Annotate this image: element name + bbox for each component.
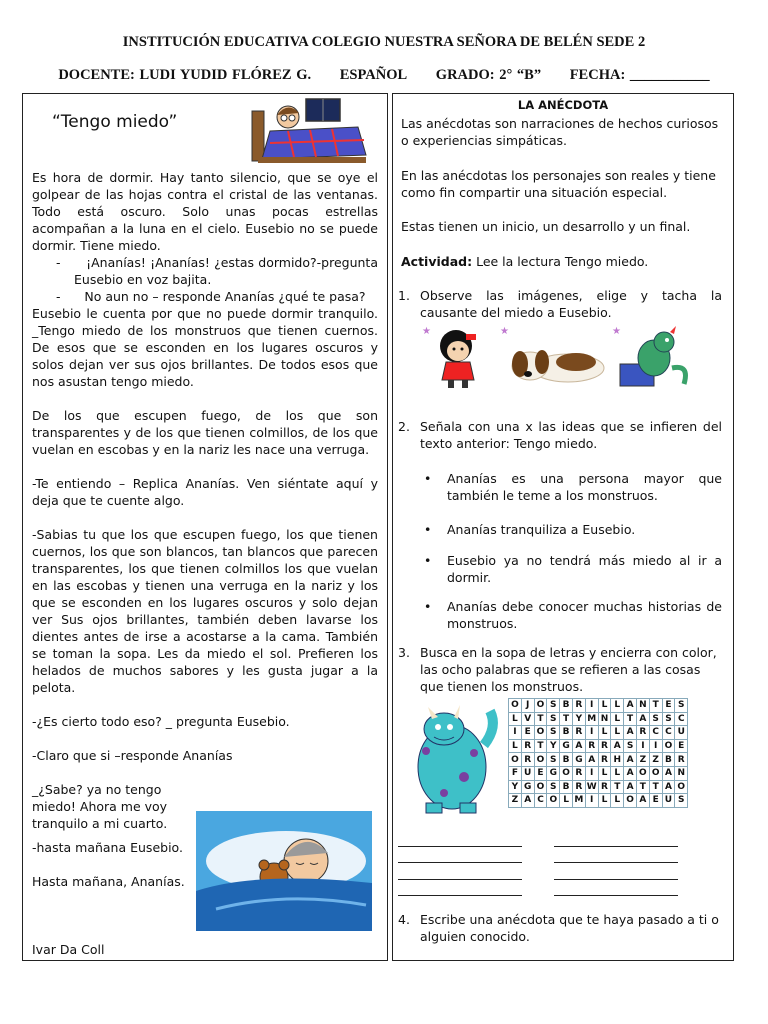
word-search-cell[interactable]: R: [636, 726, 649, 740]
word-search-cell[interactable]: S: [547, 780, 560, 794]
inference-option: [424, 598, 722, 632]
word-search-cell[interactable]: H: [611, 753, 624, 767]
answer-line[interactable]: [554, 846, 678, 847]
question-text: Escribe una anécdota que te haya pasado a ti o alguien conocido.: [420, 912, 719, 944]
word-search-cell[interactable]: E: [649, 794, 662, 808]
word-search-cell[interactable]: S: [547, 699, 560, 713]
word-search-cell[interactable]: O: [509, 699, 522, 713]
bullet: •: [424, 522, 432, 537]
story-body: [32, 169, 378, 849]
monster-illustration: [404, 697, 504, 817]
word-search-cell[interactable]: U: [521, 766, 534, 780]
inference-option: [424, 521, 722, 538]
word-search-cell[interactable]: S: [662, 712, 675, 726]
word-search-cell[interactable]: I: [636, 739, 649, 753]
word-search-cell[interactable]: E: [521, 726, 534, 740]
word-search-cell[interactable]: B: [560, 780, 573, 794]
word-search-cell[interactable]: M: [574, 795, 584, 806]
word-search-cell[interactable]: O: [534, 753, 547, 767]
anecdote-definition: Las anécdotas son narraciones de hechos curiosos o experiencias simpáticas.: [401, 116, 719, 148]
story-paragraph: -¿Es cierto todo eso? _ pregunta Eusebio.: [32, 714, 290, 729]
word-search-cell[interactable]: Y: [547, 739, 560, 753]
word-search-cell[interactable]: O: [534, 726, 547, 740]
word-search-cell[interactable]: R: [521, 753, 534, 767]
word-search-cell[interactable]: C: [649, 726, 662, 740]
word-search-cell[interactable]: A: [624, 766, 637, 780]
word-search-cell[interactable]: G: [572, 753, 585, 767]
word-search-cell[interactable]: E: [662, 699, 675, 713]
word-search-cell[interactable]: L: [598, 766, 611, 780]
word-search-row: [509, 739, 688, 753]
word-search-cell[interactable]: G: [560, 739, 573, 753]
word-search-cell[interactable]: O: [534, 699, 547, 713]
dialogue-text: No aun no – responde Ananías ¿qué te pasa?: [84, 289, 366, 304]
subject: ESPAÑOL: [339, 67, 408, 83]
question-number: 1.: [398, 288, 410, 303]
word-search-cell[interactable]: I: [585, 699, 598, 713]
word-search-cell[interactable]: J: [521, 699, 534, 713]
word-search-cell[interactable]: R: [598, 753, 611, 767]
grade: GRADO: 2° “B”: [435, 67, 542, 83]
word-search-cell[interactable]: R: [572, 780, 585, 794]
word-search-cell[interactable]: L: [611, 726, 624, 740]
inference-option: [424, 470, 722, 504]
answer-line[interactable]: [398, 879, 522, 880]
word-search-cell[interactable]: F: [509, 766, 522, 780]
answer-line[interactable]: [398, 846, 522, 847]
word-search-cell[interactable]: L: [611, 766, 624, 780]
word-search-cell[interactable]: L: [598, 699, 611, 713]
word-search-cell[interactable]: E: [675, 739, 688, 753]
word-search-cell[interactable]: R: [675, 753, 688, 767]
word-search-cell[interactable]: S: [547, 726, 560, 740]
word-search-cell[interactable]: A: [662, 780, 675, 794]
info-header: [0, 67, 768, 84]
word-search-cell[interactable]: R: [598, 739, 611, 753]
answer-line[interactable]: [398, 862, 522, 863]
word-search-cell[interactable]: B: [560, 699, 573, 713]
question-3: [400, 644, 722, 695]
story-line: Hasta mañana, Ananías.: [32, 874, 185, 889]
anecdote-heading: LA ANÉCDOTA: [517, 98, 609, 112]
word-search-cell[interactable]: W: [586, 781, 597, 792]
story-paragraph: -Te entiendo – Replica Ananías. Ven siéntate aquí y deja que te cuente algo.: [32, 476, 378, 508]
question-text: Busca en la sopa de letras y encierra con color, las ocho palabras que se refieren a las cosas que tienen los monstruos.: [420, 645, 717, 694]
word-search-cell[interactable]: S: [547, 712, 560, 726]
word-search-cell[interactable]: C: [534, 794, 547, 808]
word-search-cell[interactable]: B: [662, 753, 675, 767]
word-search-cell[interactable]: U: [662, 794, 675, 808]
word-search-cell[interactable]: O: [624, 794, 637, 808]
word-search-cell[interactable]: A: [624, 726, 637, 740]
word-search-cell[interactable]: S: [649, 712, 662, 726]
word-search-cell[interactable]: C: [675, 712, 688, 726]
word-search-cell[interactable]: N: [636, 699, 649, 713]
bullet: •: [424, 471, 432, 486]
word-search-cell[interactable]: N: [675, 766, 688, 780]
word-search-cell[interactable]: S: [547, 753, 560, 767]
word-search-grid: [508, 698, 688, 808]
option-text: Ananías tranquiliza a Eusebio.: [447, 522, 636, 537]
word-search-cell[interactable]: S: [624, 739, 637, 753]
word-search-cell[interactable]: A: [624, 753, 637, 767]
word-search-cell[interactable]: A: [624, 780, 637, 794]
word-search-cell[interactable]: M: [587, 713, 597, 724]
question-text: Observe las imágenes, elige y tacha la causante del miedo a Eusebio.: [420, 288, 722, 320]
word-search-cell[interactable]: O: [547, 794, 560, 808]
story-line: -hasta mañana Eusebio.: [32, 840, 183, 855]
story-title: “Tengo miedo”: [52, 112, 178, 132]
word-search-cell[interactable]: O: [560, 766, 573, 780]
word-search-cell[interactable]: O: [636, 766, 649, 780]
word-search-row: [509, 766, 688, 780]
inference-option: [424, 552, 722, 586]
word-search-cell[interactable]: A: [624, 699, 637, 713]
institution-header: INSTITUCIÓN EDUCATIVA COLEGIO NUESTRA SEÑORA DE BELÉN SEDE 2: [122, 34, 646, 50]
word-search-cell[interactable]: R: [585, 739, 598, 753]
word-search-cell[interactable]: R: [572, 766, 585, 780]
question-number: 3.: [398, 645, 410, 660]
word-search-cell[interactable]: T: [624, 712, 637, 726]
word-search-cell[interactable]: C: [662, 726, 675, 740]
answer-line[interactable]: [554, 879, 678, 880]
word-search-cell[interactable]: S: [675, 699, 688, 713]
word-search-cell[interactable]: A: [572, 739, 585, 753]
option-text: Ananías es una persona mayor que también le teme a los monstruos.: [447, 471, 722, 503]
answer-line[interactable]: [554, 895, 678, 896]
teacher-name: DOCENTE: LUDI YUDID FLÓREZ G.: [58, 67, 312, 83]
mafalda-image: [420, 324, 496, 390]
story-paragraph: De los que escupen fuego, de los que son transparentes y de los que tienen colmillos, de los que vuelan en escobas y en la nariz les nace una verruga.: [32, 408, 378, 457]
word-search-cell[interactable]: I: [649, 739, 662, 753]
word-search-cell[interactable]: L: [598, 794, 611, 808]
word-search-cell[interactable]: R: [521, 739, 534, 753]
activity-text: Lee la lectura Tengo miedo.: [472, 254, 649, 269]
word-search-cell[interactable]: A: [611, 739, 624, 753]
word-search-cell[interactable]: T: [611, 780, 624, 794]
word-search-row: [509, 712, 688, 726]
dialogue-text: ¡Ananías! ¡Ananías! ¿estas dormido?-pregunta Eusebio en voz bajita.: [74, 255, 378, 287]
anecdote-characters: En las anécdotas los personajes son reales y tiene como fin compartir una situación especial.: [401, 168, 716, 200]
word-search-cell[interactable]: I: [585, 766, 598, 780]
word-search-cell[interactable]: L: [509, 739, 522, 753]
word-search-cell[interactable]: G: [547, 766, 560, 780]
activity-line: [401, 253, 723, 270]
story-paragraph: -Sabias tu que los que escupen fuego, los que tienen cuernos, los que son blancos, tan blancos que parecen transparentes, los que tienen colmillos los que vuelan en las escobas y tienen una verruga en la nariz y los que se esconden en los lugares oscuros y solo dejan ver Sus ojos brillantes, también deben lavarse los dientes antes de irse a acostarse a la cama. También se toman la sopa. Les da miedo el sol. Prefieren los helados de muchos sabores y les gusta jugar a la pelota.: [32, 527, 378, 695]
svg-text:★: ★: [500, 326, 509, 337]
story-text: _¿Sabe? ya no tengo miedo! Ahora me voy tranquilo a mi cuarto.: [32, 782, 168, 831]
word-search-cell[interactable]: Y: [572, 712, 585, 726]
word-search-cell[interactable]: O: [649, 766, 662, 780]
svg-text:★: ★: [612, 326, 621, 337]
word-search-cell[interactable]: L: [611, 712, 624, 726]
word-search-cell[interactable]: V: [521, 712, 534, 726]
word-search-row: [509, 726, 688, 740]
option-text: Ananías debe conocer muchas historias de monstruos.: [447, 599, 722, 631]
word-search-cell[interactable]: G: [521, 780, 534, 794]
story-paragraph: [32, 781, 202, 832]
word-search-cell[interactable]: I: [585, 726, 598, 740]
word-search-cell[interactable]: O: [509, 753, 522, 767]
question-number: 2.: [398, 419, 410, 434]
word-search-cell[interactable]: O: [675, 780, 688, 794]
question-2: [400, 418, 722, 452]
anecdote-structure: Estas tienen un inicio, un desarrollo y un final.: [401, 219, 691, 234]
word-search-cell[interactable]: A: [521, 794, 534, 808]
story-paragraph: -Claro que si –responde Ananías: [32, 748, 233, 763]
word-search-cell[interactable]: L: [509, 712, 522, 726]
question-number: 4.: [398, 912, 410, 927]
dialogue-line: - No aun no – responde Ananías ¿qué te pasa?: [56, 289, 366, 304]
word-search-cell[interactable]: T: [649, 780, 662, 794]
story-author: Ivar Da Coll: [32, 942, 105, 957]
word-search-cell[interactable]: A: [636, 712, 649, 726]
date-field: FECHA: ___________: [569, 67, 710, 83]
answer-line[interactable]: [554, 862, 678, 863]
answer-line[interactable]: [398, 895, 522, 896]
word-search-cell[interactable]: I: [585, 794, 598, 808]
word-search-cell[interactable]: N: [598, 712, 611, 726]
word-search-cell[interactable]: I: [509, 726, 522, 740]
word-search-cell[interactable]: T: [534, 712, 547, 726]
sleeping-boy-illustration: [196, 811, 372, 931]
question-4: [400, 911, 722, 945]
word-search-cell[interactable]: B: [560, 726, 573, 740]
boy-in-bed-illustration: [248, 97, 370, 167]
word-search-cell[interactable]: Z: [636, 753, 649, 767]
word-search-cell[interactable]: L: [560, 794, 573, 808]
story-paragraph: Es hora de dormir. Hay tanto silencio, que se oye el golpear de las hojas contra el cristal de las ventanas. Todo está oscuro. Solo unas pocas estrellas acompañan a la luna en el cielo. Eusebio no se puede dormir. Tiene miedo.: [32, 170, 378, 253]
option-text: Eusebio ya no tendrá más miedo al ir a dormir.: [447, 553, 722, 585]
story-paragraph: Eusebio le cuenta por que no puede dormir tranquilo. _Tengo miedo de los monstruos que tienen cuernos. De esos que se esconden en los lugares oscuros y solos dejan ver sus ojos brillantes. De todos esos que nos asustan tengo miedo.: [32, 306, 378, 389]
question-1: [400, 287, 722, 321]
word-search-cell[interactable]: T: [534, 739, 547, 753]
word-search-cell[interactable]: L: [598, 726, 611, 740]
puppy-image: [498, 324, 608, 390]
question-text: Señala con una x las ideas que se infieren del texto anterior: Tengo miedo.: [420, 419, 722, 451]
bullet: •: [424, 599, 432, 614]
dialogue-line: - ¡Ananías! ¡Ananías! ¿estas dormido?-pregunta Eusebio en voz bajita.: [56, 255, 378, 287]
word-search-cell[interactable]: O: [662, 739, 675, 753]
word-search-cell[interactable]: O: [534, 780, 547, 794]
word-search-row: [509, 753, 688, 767]
activity-label: Actividad:: [401, 254, 473, 269]
word-search-cell[interactable]: Y: [509, 780, 522, 794]
word-search-cell[interactable]: Z: [649, 753, 662, 767]
word-search-cell[interactable]: L: [611, 794, 624, 808]
word-search-cell[interactable]: T: [636, 780, 649, 794]
word-search-cell[interactable]: R: [598, 780, 611, 794]
word-search-row: [509, 699, 688, 713]
word-search-cell[interactable]: U: [675, 726, 688, 740]
word-search-row: [509, 780, 688, 794]
word-search-cell[interactable]: T: [560, 712, 573, 726]
word-search-cell[interactable]: A: [636, 794, 649, 808]
word-search-cell[interactable]: R: [572, 726, 585, 740]
word-search-cell[interactable]: A: [662, 766, 675, 780]
dragon-image: [610, 324, 696, 390]
word-search-cell[interactable]: T: [649, 699, 662, 713]
word-search-cell[interactable]: E: [534, 766, 547, 780]
word-search-cell[interactable]: A: [585, 753, 598, 767]
word-search-row: [509, 794, 688, 808]
word-search-cell[interactable]: Z: [509, 794, 522, 808]
svg-text:★: ★: [422, 326, 431, 337]
word-search-cell[interactable]: R: [572, 699, 585, 713]
word-search-cell[interactable]: L: [611, 699, 624, 713]
word-search-cell[interactable]: B: [560, 753, 573, 767]
bullet: •: [424, 553, 432, 568]
word-search-cell[interactable]: S: [675, 794, 688, 808]
